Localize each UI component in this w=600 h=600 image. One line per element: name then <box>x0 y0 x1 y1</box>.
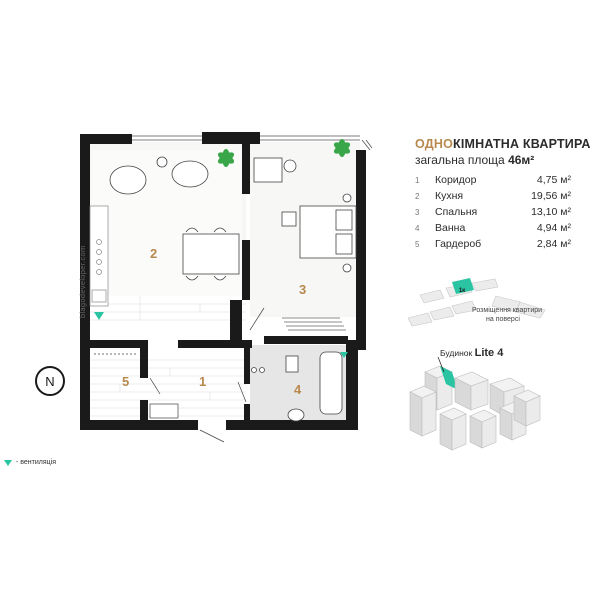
room-label-2: 2 <box>150 246 158 261</box>
svg-text:N: N <box>45 374 55 389</box>
room-number: 3 <box>415 208 420 217</box>
triangle-vent-icon <box>4 460 12 466</box>
room-row <box>415 190 585 206</box>
room-label-5: 5 <box>122 374 130 389</box>
dining-table <box>183 228 239 280</box>
room-area: 4,94 м² <box>536 222 571 234</box>
stairs <box>282 318 346 330</box>
compass-icon <box>36 367 64 395</box>
total-area <box>415 153 534 167</box>
building-render <box>410 366 540 450</box>
title-rest: КІМНАТНА КВАРТИРА <box>453 137 591 151</box>
room-name: Кухня <box>435 190 464 202</box>
building-name: Lite 4 <box>474 347 504 359</box>
building-prefix: Будинок <box>440 348 473 358</box>
location-caption-line1: Розміщення квартири <box>472 307 543 314</box>
location-caption-line2: на поверсі <box>486 316 520 323</box>
room-label-4: 4 <box>294 382 302 397</box>
location-caption <box>472 306 542 324</box>
room-row <box>415 222 585 238</box>
room-label-1: 1 <box>199 374 207 389</box>
room-area: 2,84 м² <box>536 238 571 250</box>
page-title <box>415 137 591 151</box>
room-row <box>415 206 585 222</box>
legend-vent-label: - вентиляція <box>16 459 57 466</box>
room-number: 2 <box>415 192 420 201</box>
room-name: Спальня <box>435 206 478 218</box>
room-name: Ванна <box>435 222 466 234</box>
room-number: 5 <box>415 240 420 249</box>
room-row <box>415 238 585 254</box>
watermark-url: blagodeveloper.com <box>78 245 87 318</box>
room-area: 4,75 м² <box>536 174 571 186</box>
room-number: 1 <box>415 176 420 185</box>
kitchen-counter <box>90 206 108 306</box>
room-number: 4 <box>415 224 420 233</box>
room-label-3: 3 <box>299 282 307 297</box>
area-value: 46м² <box>508 153 535 167</box>
room-list <box>415 174 585 254</box>
area-label: загальна площа <box>415 153 505 167</box>
room-name: Коридор <box>435 174 477 186</box>
location-marker: 1к <box>458 288 466 294</box>
title-accent: ОДНО <box>415 137 454 151</box>
room-area: 13,10 м² <box>531 206 571 218</box>
building-caption <box>440 347 503 359</box>
room-area: 19,56 м² <box>531 190 571 202</box>
room-name: Гардероб <box>435 238 482 250</box>
room-row <box>415 174 585 190</box>
